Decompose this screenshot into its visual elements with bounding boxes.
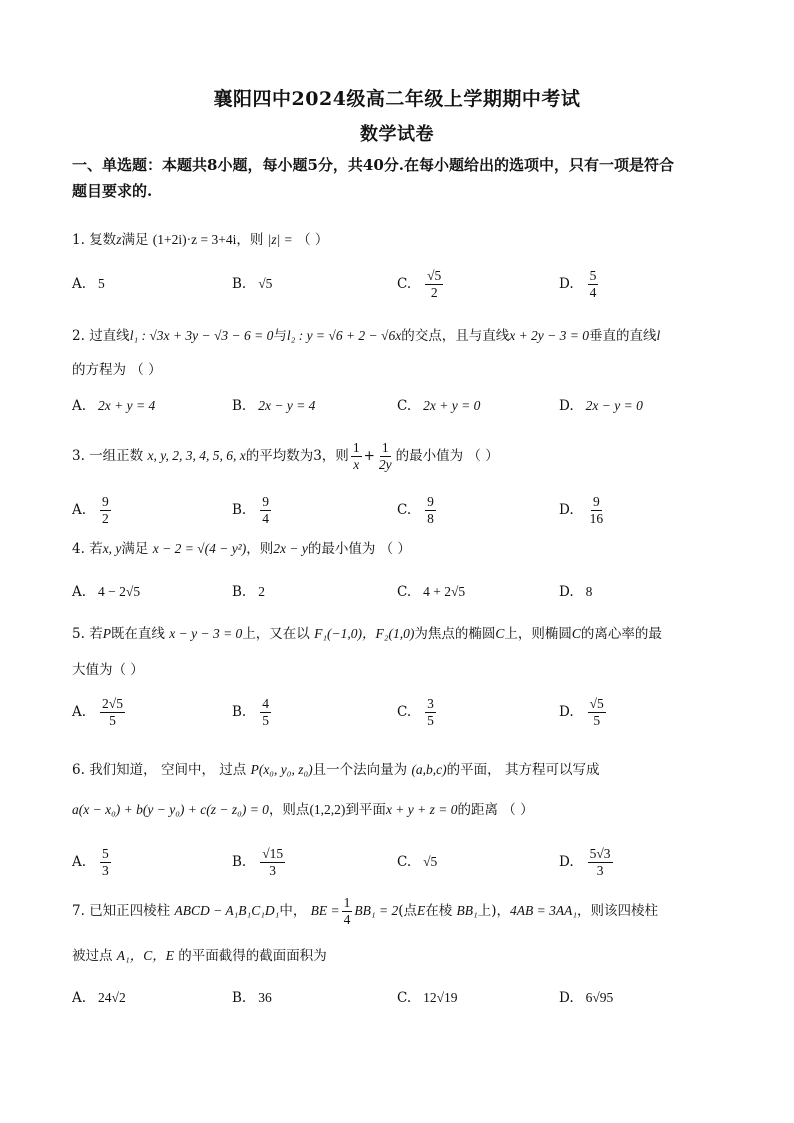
question-6-options (72, 842, 732, 882)
option-b[interactable]: B. 2 (232, 584, 265, 600)
question-number: 1. (72, 232, 85, 248)
question-7-line-2: 被过点 A₁，C，E 的平面截得的截面面积为 (72, 948, 327, 964)
option-a[interactable]: A. 24√2 (72, 990, 126, 1006)
question-5-line-2: 大值为（ ） (72, 662, 144, 678)
question-3-options (72, 490, 732, 530)
question-7: 7. 已知正四棱柱 ABCD − A₁B₁C₁D₁ 中， BE = $\frac{1}{4}$ BB₁ = 2 (点 E 在棱 BB₁ 上)， 4AB = 3AA₁ ，则该四棱柱 (72, 894, 659, 927)
option-a[interactable]: A. $\frac{5}{3}$ (72, 845, 109, 878)
question-2: 2. 过直线l₁ : √3x + 3y − √3 − 6 = 0与l₂ : y = √6 + 2 − √6x的交点，且与直线x + 2y − 3 = 0垂直的直线l (72, 328, 661, 344)
option-c[interactable]: C. √5 (397, 854, 438, 870)
exam-title: 襄阳四中2024级高二年级上学期期中考试 (213, 88, 581, 110)
question-3: 3. 一组正数 x, y, 2, 3, 4, 5, 6, x 的平均数为3，则 $\frac{1}{x}$ + $\frac{1}{2y}$ 的最小值为 （ ） (72, 439, 499, 472)
option-b[interactable]: B. √5 (232, 276, 273, 292)
option-b[interactable]: B. 2x − y = 4 (232, 398, 316, 414)
option-a[interactable]: A. 2x + y = 4 (72, 398, 156, 414)
option-c[interactable]: C. $\frac{9}{8}$ (397, 493, 434, 526)
option-d[interactable]: D. $\frac{√5}{5}$ (559, 695, 604, 728)
option-a[interactable]: A. 4 − 2√5 (72, 584, 141, 600)
question-2-line-2: 的方程为 （ ） (72, 362, 162, 378)
option-c[interactable]: C. 12√19 (397, 990, 458, 1006)
equation: (1+2i)·z = 3+4i (152, 232, 237, 247)
option-c[interactable]: C. $\frac{√5}{2}$ (397, 267, 442, 300)
question-7-options (72, 978, 732, 1018)
option-d[interactable]: D. 2x − y = 0 (559, 398, 643, 414)
option-d[interactable]: D. $\frac{5√3}{3}$ (559, 845, 611, 878)
option-c[interactable]: C. 2x + y = 0 (397, 398, 481, 414)
abs-z: |z| = (267, 232, 293, 247)
question-1-options (72, 264, 732, 304)
question-5: 5. 若P既在直线 x − y − 3 = 0上，又在以 F₁(−1,0)，F₂(1,0)为焦点的椭圆C上，则椭圆C的离心率的最 (72, 626, 662, 642)
section-line-2: 题目要求的. (72, 182, 153, 200)
option-b[interactable]: B. $\frac{4}{5}$ (232, 695, 269, 728)
option-a[interactable]: A. $\frac{9}{2}$ (72, 493, 109, 526)
question-4-options (72, 572, 732, 612)
option-d[interactable]: D. $\frac{5}{4}$ (559, 267, 597, 300)
option-a[interactable]: A. 5 (72, 276, 105, 292)
answer-blank: （ ） (297, 232, 329, 248)
option-b[interactable]: B. 36 (232, 990, 272, 1006)
section-line-1: 一、单选题：本题共8小题，每小题5分，共40分.在每小题给出的选项中，只有一项是符合 (72, 156, 674, 174)
option-b[interactable]: B. $\frac{9}{4}$ (232, 493, 269, 526)
exam-subtitle: 数学试卷 (360, 124, 434, 145)
question-6: 6. 我们知道， 空间中， 过点 P(x₀, y₀, z₀)且一个法向量为 (a,b,c)的平面， 其方程可以写成 (72, 762, 600, 778)
question-number: 5. (72, 626, 85, 642)
question-number: 4. (72, 541, 85, 557)
option-d[interactable]: D. 8 (559, 584, 593, 600)
option-c[interactable]: C. $\frac{3}{5}$ (397, 695, 434, 728)
question-4: 4. 若x, y满足 x − 2 = √(4 − y²)，则2x − y的最小值为 （ ） (72, 541, 411, 557)
question-1: 1. 复数z满足 (1+2i)·z = 3+4i，则 |z| = （ ） (72, 232, 329, 248)
option-b[interactable]: B. $\frac{√15}{3}$ (232, 845, 284, 878)
question-2-options (72, 386, 732, 426)
question-number: 3. (72, 448, 85, 464)
question-number: 2. (72, 328, 85, 344)
option-a[interactable]: A. $\frac{2√5}{5}$ (72, 695, 123, 728)
option-d[interactable]: D. $\frac{9}{16}$ (559, 493, 604, 526)
question-number: 7. (72, 903, 85, 919)
option-c[interactable]: C. 4 + 2√5 (397, 584, 466, 600)
question-5-options (72, 692, 732, 732)
section-instructions (72, 152, 722, 204)
option-d[interactable]: D. 6√95 (559, 990, 614, 1006)
question-number: 6. (72, 762, 85, 778)
question-6-line-2: a(x − x₀) + b(y − y₀) + c(z − z₀) = 0，则点(1,2,2)到平面x + y + z = 0的距离 （ ） (72, 802, 534, 818)
